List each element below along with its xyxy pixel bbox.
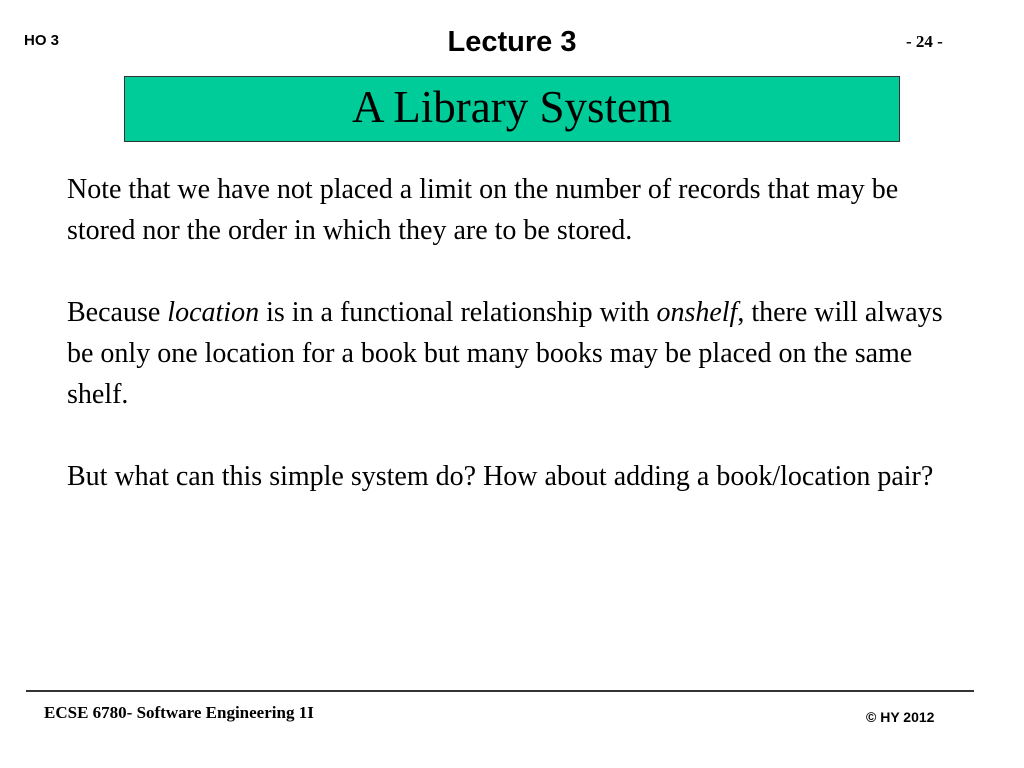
lecture-title: Lecture 3 [447, 26, 577, 58]
p2-text-a: Because [67, 297, 168, 328]
copyright: © HY 2012 [866, 709, 935, 725]
term-location: location [167, 297, 260, 328]
course-name: ECSE 6780- Software Engineering 1I [44, 703, 314, 722]
footer-divider [26, 690, 974, 692]
term-onshelf: onshelf [656, 297, 738, 328]
p2-text-e: , there will always be only one location for a book but many books may be placed on the same shelf. [67, 297, 943, 410]
p2-text-c: is in a functional relationship with [259, 297, 657, 328]
page-number: - 24 - [906, 32, 943, 51]
paragraph-functional-relationship [67, 292, 967, 415]
slide-title: A Library System [352, 81, 672, 132]
paragraph-records-limit: Note that we have not placed a limit on the number of records that may be stored nor the order in which they are to be stored. [67, 174, 899, 246]
handout-number: HO 3 [24, 32, 60, 49]
slide-title-banner [124, 76, 900, 142]
paragraph-question: But what can this simple system do? How about adding a book/location pair? [67, 461, 934, 492]
